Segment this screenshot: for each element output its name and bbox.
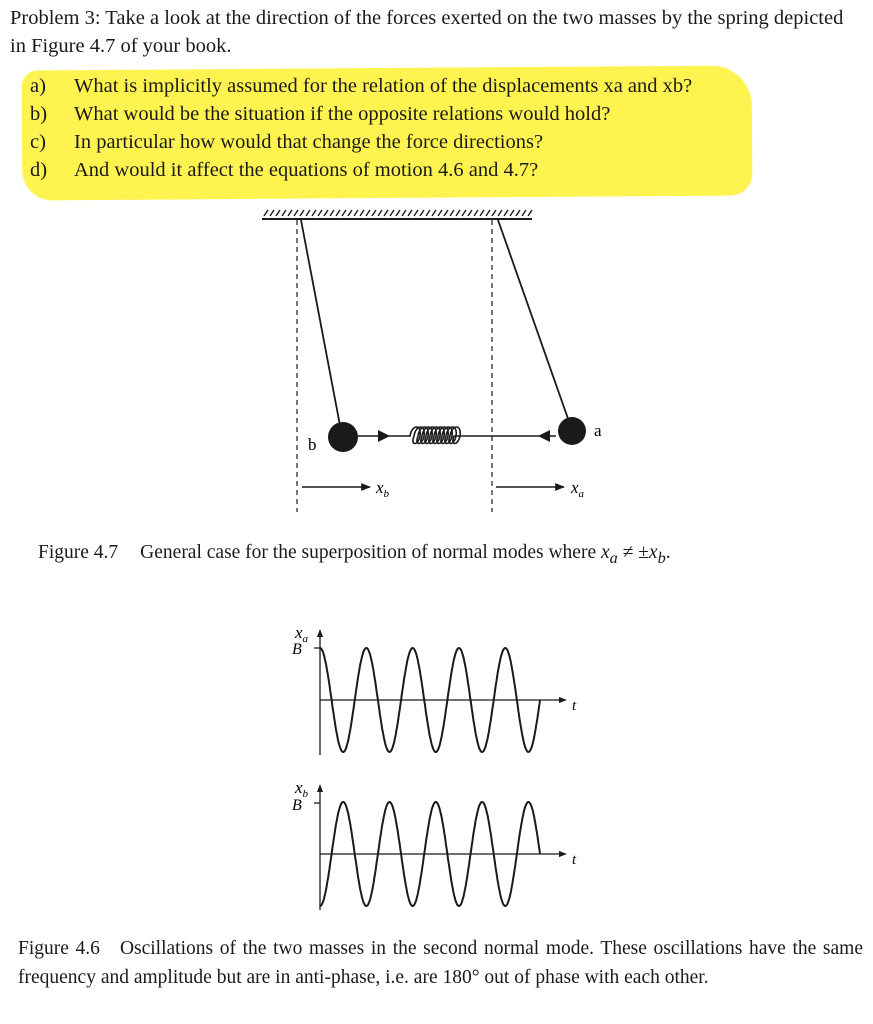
plot-xa [292,623,577,755]
label-time-top: t [572,698,577,714]
label-amplitude-top: B [292,641,302,658]
question-b [30,100,770,128]
figure-4-7-diagram [0,200,873,530]
question-d [30,156,770,184]
question-letter: a) [30,75,46,97]
mass-b [328,422,358,452]
string-b [301,220,342,436]
caption-math-xb: $x_b$ [648,542,666,567]
force-arrow-on-b [378,430,390,442]
figure-4-7-caption [38,542,671,568]
label-mass-a: a [594,421,602,440]
question-text: And would it affect the equations of motion 4.6 and 4.7? [74,159,539,181]
question-text: What is implicitly assumed for the relation of the displacements xa and xb? [74,75,693,97]
question-a [30,72,770,100]
label-axis-xa: $x_a$ [295,623,309,645]
figure-4-6-plots [0,610,873,920]
caption-relation: ≠ ± [617,542,649,563]
problem-heading: Problem 3: [10,7,101,29]
caption-text: General case for the superposition of normal modes where [140,542,601,563]
label-axis-xb: $x_b$ [295,778,309,800]
plot-xb [292,778,577,910]
question-letter: c) [30,131,46,153]
caption-math-xa: $x_a$ [600,542,618,567]
question-c [30,128,770,156]
label-amplitude-bottom: B [292,797,302,814]
figure-4-6-caption [18,934,863,992]
caption-number: Figure 4.7 [38,542,119,563]
label-xb: $x_b$ [376,478,390,500]
ceiling-support [262,210,532,219]
question-letter: d) [30,159,48,181]
caption-number: Figure 4.6 [18,938,100,959]
problem-text: Take a look at the direction of the forces exerted on the two masses by the spring depicted in Figure 4.7 of your book. [10,7,844,57]
question-letter: b) [30,103,48,125]
problem-statement [10,4,860,60]
label-time-bottom: t [572,852,577,868]
label-mass-b: b [308,435,317,454]
question-list [30,72,770,184]
question-text: In particular how would that change the force directions? [74,131,544,153]
label-xa: $x_a$ [571,478,585,500]
force-arrow-on-a [538,430,550,442]
question-text: What would be the situation if the opposite relations would hold? [74,103,611,125]
caption-period: . [665,542,671,563]
caption-text: Oscillations of the two masses in the second normal mode. These oscillations have the same frequency and amplitude but are in anti-phase, i.e. are 180° out of phase with each other. [18,938,863,988]
string-a [498,220,572,430]
mass-a [558,417,586,445]
